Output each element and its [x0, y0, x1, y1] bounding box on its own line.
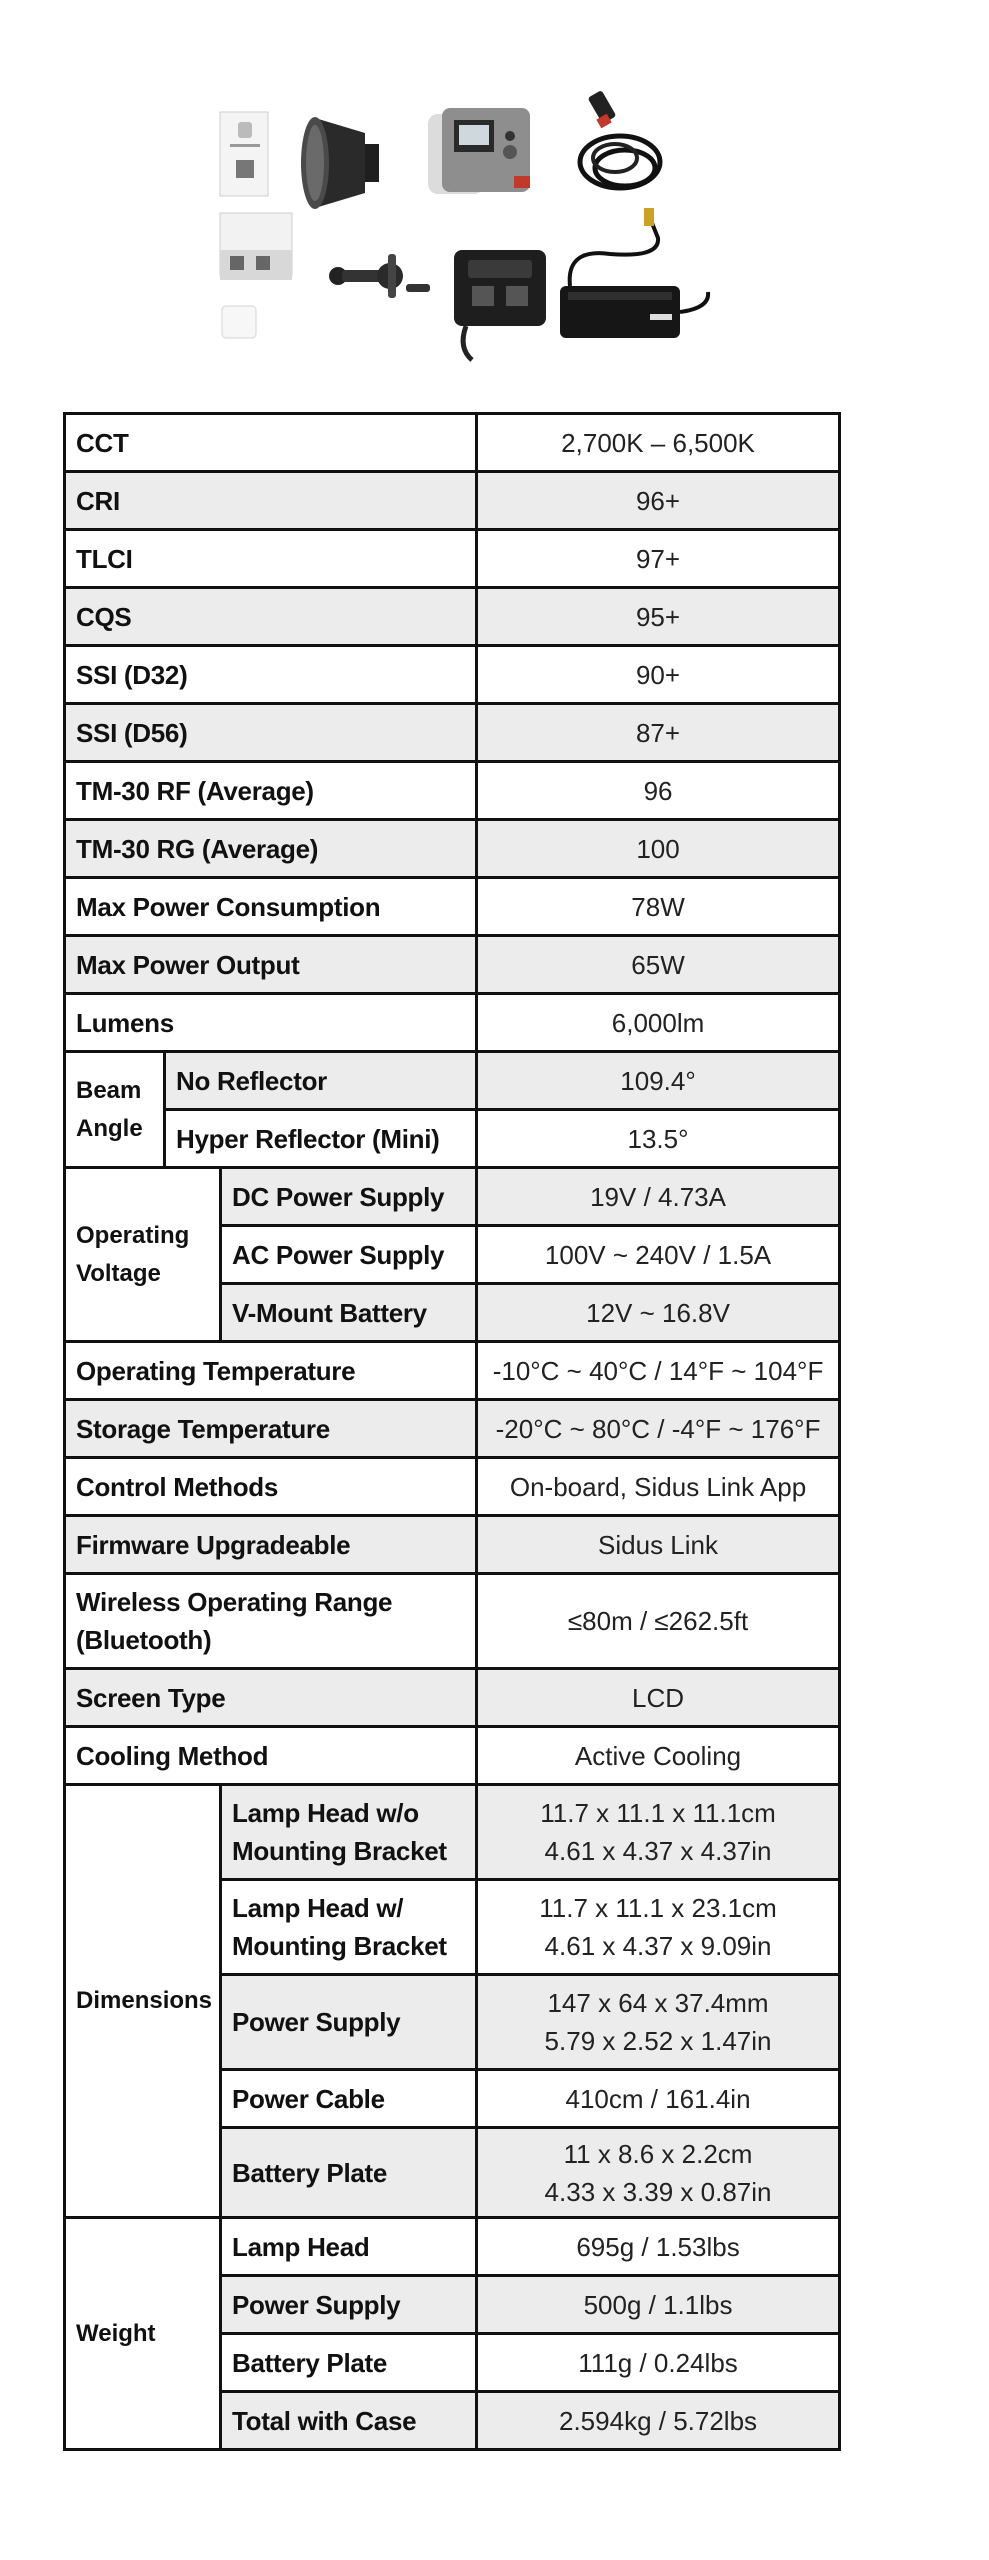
spec-row-wireless-range [65, 1574, 840, 1669]
spec-label: Wireless Operating Range (Bluetooth) [65, 1574, 477, 1669]
group-label-dimensions: Dimensions [65, 1785, 221, 2218]
spec-value: -20°C ~ 80°C / -4°F ~ 176°F [477, 1400, 840, 1458]
package-contents-photo [210, 78, 730, 378]
spec-value: 2,700K – 6,500K [477, 414, 840, 472]
manual-card-item [220, 112, 268, 196]
spec-label: V-Mount Battery [221, 1284, 477, 1342]
spec-row-cqs [65, 588, 840, 646]
spec-row-cri [65, 472, 840, 530]
spec-value: 97+ [477, 530, 840, 588]
value-metric: 11.7 x 11.1 x 11.1cm [540, 1798, 776, 1828]
spec-label: Hyper Reflector (Mini) [165, 1110, 477, 1168]
spec-label: Power Cable [221, 2070, 477, 2128]
spec-value: ≤80m / ≤262.5ft [477, 1574, 840, 1669]
reflector-item [301, 117, 379, 209]
spec-row-tm30-rf [65, 762, 840, 820]
value-imperial: 4.61 x 4.37 x 9.09in [544, 1931, 772, 1961]
spec-label: SSI (D32) [65, 646, 477, 704]
value-imperial: 4.61 x 4.37 x 4.37in [544, 1836, 772, 1866]
spec-row-dim-lamp-head-wo-bracket [65, 1785, 840, 1880]
spec-label: DC Power Supply [221, 1168, 477, 1226]
spec-label: Firmware Upgradeable [65, 1516, 477, 1574]
spec-label: Lamp Head w/ Mounting Bracket [221, 1880, 477, 1975]
group-label-operating-voltage: Operating Voltage [65, 1168, 221, 1342]
group-label-weight: Weight [65, 2218, 221, 2450]
specifications-table [63, 412, 841, 2451]
spec-value: 90+ [477, 646, 840, 704]
desiccant-pack-item [222, 306, 256, 338]
spec-row-dc-power-supply [65, 1168, 840, 1226]
value-imperial: 5.79 x 2.52 x 1.47in [544, 2026, 772, 2056]
spec-row-lumens [65, 994, 840, 1052]
spec-label: TM-30 RG (Average) [65, 820, 477, 878]
spec-label: Power Supply [221, 1975, 477, 2070]
spec-label: Screen Type [65, 1669, 477, 1727]
spec-value: 13.5° [477, 1110, 840, 1168]
spec-label: Lamp Head w/o Mounting Bracket [221, 1785, 477, 1880]
mounting-clamp-item [329, 254, 430, 298]
spec-value: -10°C ~ 40°C / 14°F ~ 104°F [477, 1342, 840, 1400]
spec-value: 96 [477, 762, 840, 820]
spec-label: SSI (D56) [65, 704, 477, 762]
spec-value [477, 2128, 840, 2218]
spec-row-cct [65, 414, 840, 472]
spec-label: TM-30 RF (Average) [65, 762, 477, 820]
spec-value: 6,000lm [477, 994, 840, 1052]
spec-value: 111g / 0.24lbs [477, 2334, 840, 2392]
spec-value: 100V ~ 240V / 1.5A [477, 1226, 840, 1284]
spec-label: CCT [65, 414, 477, 472]
spec-row-ssi-d56 [65, 704, 840, 762]
spec-row-tm30-rg [65, 820, 840, 878]
spec-value [477, 1975, 840, 2070]
spec-row-firmware-upgradeable [65, 1516, 840, 1574]
spec-value: 96+ [477, 472, 840, 530]
spec-row-screen-type [65, 1669, 840, 1727]
spec-value: 109.4° [477, 1052, 840, 1110]
spec-row-tlci [65, 530, 840, 588]
spec-value: Active Cooling [477, 1727, 840, 1785]
spec-value: 695g / 1.53lbs [477, 2218, 840, 2276]
value-metric: 11.7 x 11.1 x 23.1cm [539, 1893, 777, 1923]
spec-label: No Reflector [165, 1052, 477, 1110]
spec-value: 500g / 1.1lbs [477, 2276, 840, 2334]
warranty-card-item [220, 213, 292, 280]
spec-label: AC Power Supply [221, 1226, 477, 1284]
spec-value [477, 1785, 840, 1880]
spec-label: Battery Plate [221, 2334, 477, 2392]
spec-label: Lumens [65, 994, 477, 1052]
spec-label: Control Methods [65, 1458, 477, 1516]
spec-value: 100 [477, 820, 840, 878]
spec-row-cooling-method [65, 1727, 840, 1785]
spec-row-storage-temperature [65, 1400, 840, 1458]
spec-value: 12V ~ 16.8V [477, 1284, 840, 1342]
spec-label: TLCI [65, 530, 477, 588]
spec-label: Cooling Method [65, 1727, 477, 1785]
spec-row-max-power-output [65, 936, 840, 994]
spec-row-weight-lamp-head [65, 2218, 840, 2276]
group-label-beam-angle: Beam Angle [65, 1052, 165, 1168]
package-contents-illustration [210, 78, 730, 378]
spec-label: Operating Temperature [65, 1342, 477, 1400]
spec-value: 78W [477, 878, 840, 936]
lamp-head-item [428, 108, 530, 194]
spec-label: Storage Temperature [65, 1400, 477, 1458]
spec-label: Max Power Consumption [65, 878, 477, 936]
battery-plate-item [454, 250, 546, 360]
spec-label: Power Supply [221, 2276, 477, 2334]
spec-label: Battery Plate [221, 2128, 477, 2218]
spec-label: Lamp Head [221, 2218, 477, 2276]
spec-value [477, 1880, 840, 1975]
spec-row-control-methods [65, 1458, 840, 1516]
spec-value: 87+ [477, 704, 840, 762]
spec-value: On-board, Sidus Link App [477, 1458, 840, 1516]
value-metric: 11 x 8.6 x 2.2cm [563, 2138, 753, 2169]
spec-row-ssi-d32 [65, 646, 840, 704]
spec-label: Max Power Output [65, 936, 477, 994]
spec-value: 410cm / 161.4in [477, 2070, 840, 2128]
spec-value: 2.594kg / 5.72lbs [477, 2392, 840, 2450]
power-supply-item [560, 208, 708, 338]
spec-value: Sidus Link [477, 1516, 840, 1574]
spec-label: CRI [65, 472, 477, 530]
spec-label: Total with Case [221, 2392, 477, 2450]
spec-row-beam-no-reflector [65, 1052, 840, 1110]
value-imperial: 4.33 x 3.39 x 0.87in [544, 2176, 772, 2207]
ac-cable-item [580, 90, 660, 188]
spec-value: 19V / 4.73A [477, 1168, 840, 1226]
spec-value: 65W [477, 936, 840, 994]
spec-row-max-power-consumption [65, 878, 840, 936]
spec-row-operating-temperature [65, 1342, 840, 1400]
spec-value: 95+ [477, 588, 840, 646]
value-metric: 147 x 64 x 37.4mm [547, 1988, 769, 2018]
spec-value: LCD [477, 1669, 840, 1727]
spec-label: CQS [65, 588, 477, 646]
spec-row-beam-hyper-reflector [65, 1110, 840, 1168]
